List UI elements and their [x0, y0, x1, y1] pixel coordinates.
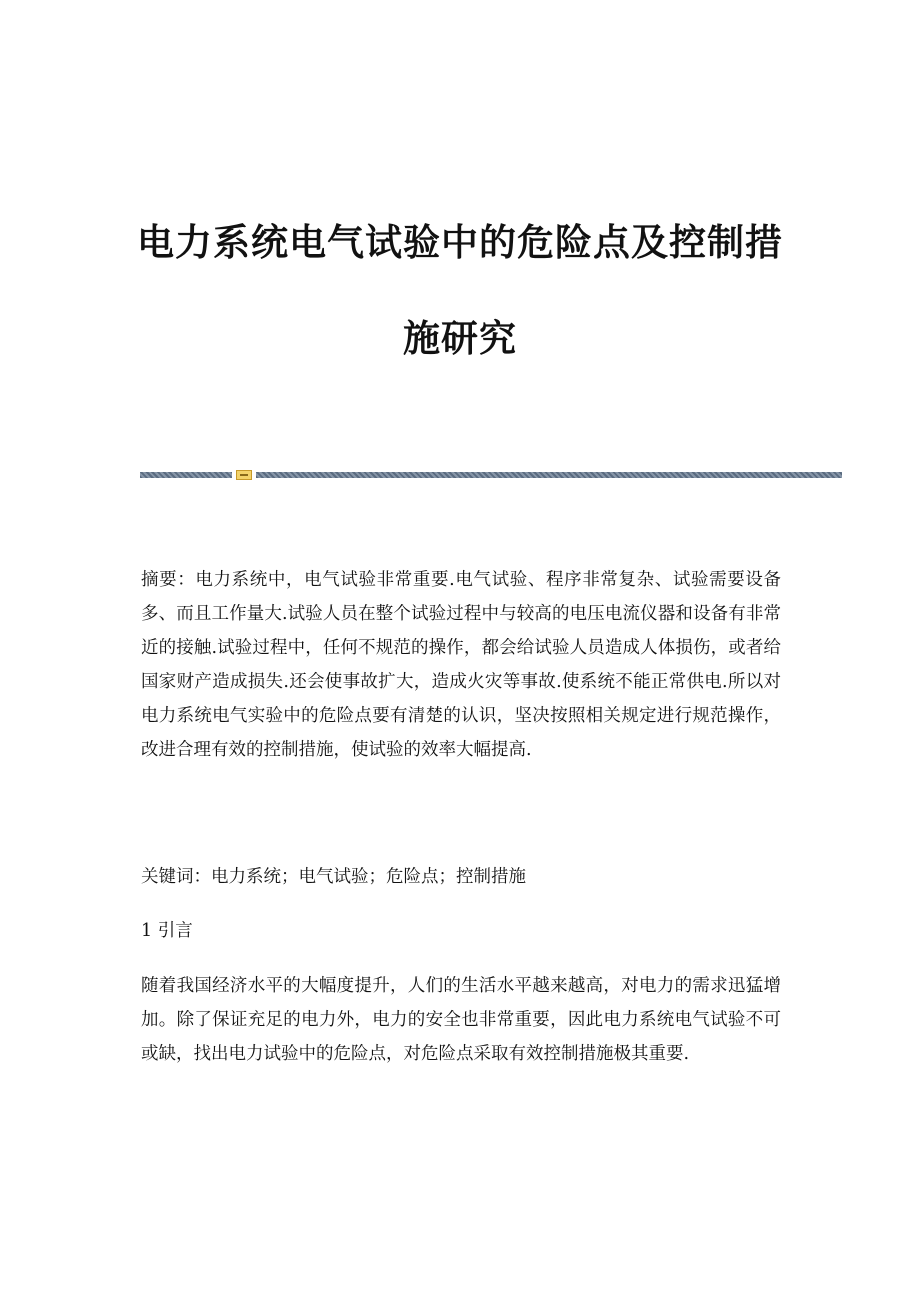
- keywords-line: 关键词：电力系统；电气试验；危险点；控制措施: [141, 867, 526, 887]
- divider-ornament-icon: [236, 470, 252, 480]
- divider-bar-left: [140, 472, 232, 478]
- introduction-paragraph: 随着我国经济水平的大幅度提升，人们的生活水平越来越高，对电力的需求迅猛增加。除了保证充足的电力外，电力的安全也非常重要，因此电力系统电气试验不可或缺，找出电力试验中的危险点，对危险点采取有效控制措施极其重要.: [141, 976, 781, 1064]
- document-title-line-1: 电力系统电气试验中的危险点及控制措: [137, 221, 783, 264]
- divider-bar-right: [256, 472, 842, 478]
- abstract-paragraph: 摘要：电力系统中，电气试验非常重要.电气试验、程序非常复杂、试验需要设备多、而且工作量大.试验人员在整个试验过程中与较高的电压电流仪器和设备有非常近的接触.试验过程中，任何不规范的操作，都会给试验人员造成人体损伤，或者给国家财产造成损失.还会使事故扩大，造成火灾等事故.使系统不能正常供电.所以对电力系统电气实验中的危险点要有清楚的认识，坚决按照相关规定进行规范操作，改进合理有效的控制措施，使试验的效率大幅提高.: [141, 570, 781, 760]
- section-heading-introduction: 1 引言: [141, 921, 193, 941]
- title-divider: [140, 470, 842, 480]
- document-title-line-2: 施研究: [403, 317, 517, 360]
